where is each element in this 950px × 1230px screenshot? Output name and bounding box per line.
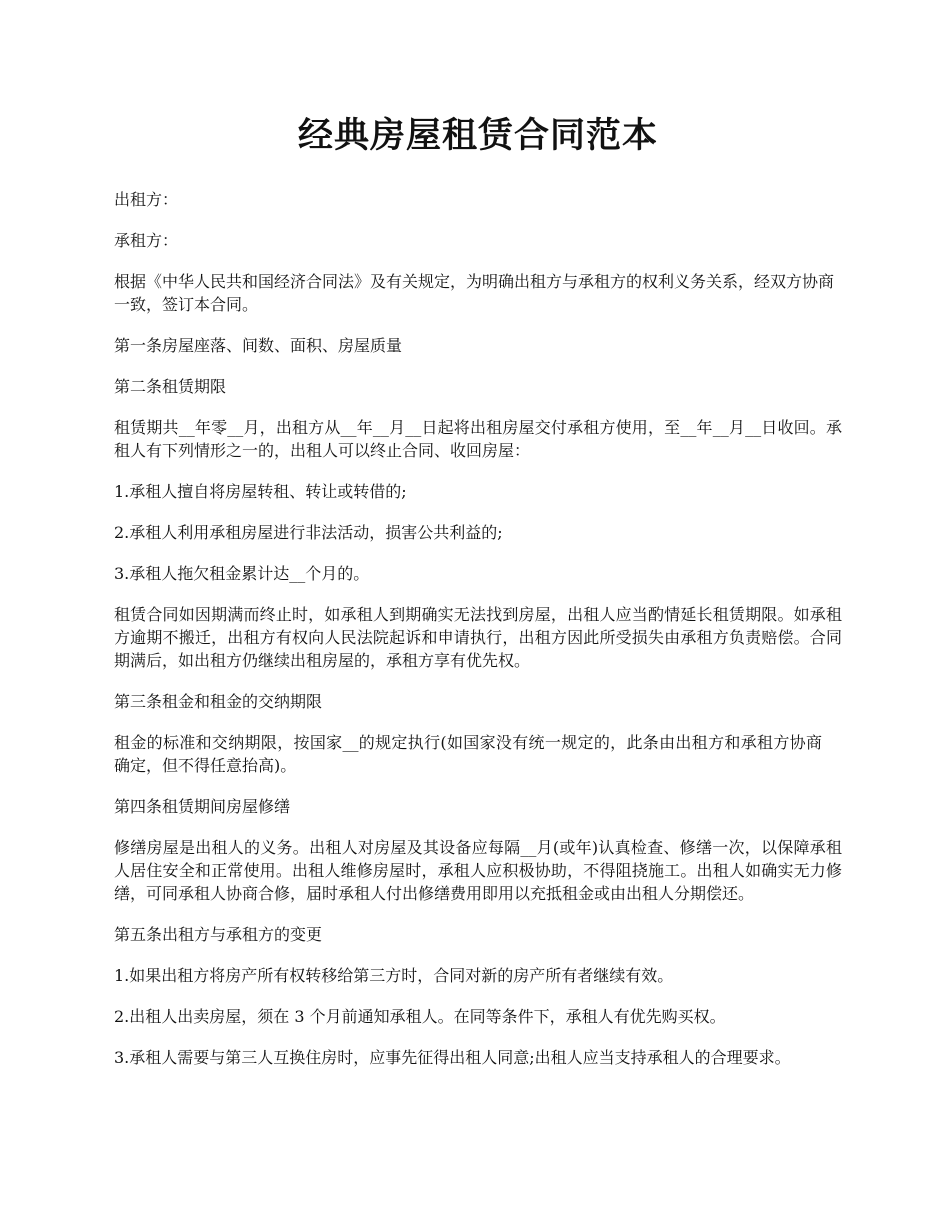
article-1-heading: 第一条房屋座落、间数、面积、房屋质量 [114,336,403,355]
repair-paragraph: 修缮房屋是出租人的义务。出租人对房屋及其设备应每隔__月(或年)认真检查、修缮一次，以保障承租人居住安全和正常使用。出租人维修房屋时，承租人应积极协助，不得阻挠施工。出租人如确实无力修缮，可同承租人协商合修，届时承租人付出修缮费用即用以充抵租金或由出租人分期偿还。 [114,838,842,903]
article-3-heading: 第三条租金和租金的交纳期限 [114,692,323,711]
document-title: 经典房屋租赁合同范本 [297,115,658,156]
lessor-line: 出租方： [114,190,179,209]
termination-item-2: 2.承租人利用承租房屋进行非法活动，损害公共利益的; [114,523,503,542]
rent-paragraph: 租金的标准和交纳期限，按国家__的规定执行(如国家没有统一规定的，此条由出租方和承租方协商确定，但不得任意抬高)。 [114,733,822,775]
article-4-heading: 第四条租赁期间房屋修缮 [114,797,291,816]
preamble-paragraph: 根据《中华人民共和国经济合同法》及有关规定，为明确出租方与承租方的权利义务关系，经双方协商一致，签订本合同。 [114,272,835,314]
termination-item-3: 3.承租人拖欠租金累计达__个月的。 [114,564,370,583]
termination-item-1: 1.承租人擅自将房屋转租、转让或转借的; [114,482,407,501]
article-2-heading: 第二条租赁期限 [114,377,227,396]
change-item-3: 3.承租人需要与第三人互换住房时，应事先征得出租人同意;出租人应当支持承租人的合理要求。 [114,1048,791,1067]
lease-term-paragraph: 租赁期共__年零__月，出租方从__年__月__日起将出租房屋交付承租方使用，至__年__月__日收回。承租人有下列情形之一的，出租人可以终止合同、收回房屋： [114,418,842,460]
lessee-line: 承租方： [114,231,179,250]
expiry-paragraph: 租赁合同如因期满而终止时，如承租人到期确实无法找到房屋，出租人应当酌情延长租赁期限。如承租方逾期不搬迁，出租方有权向人民法院起诉和申请执行，出租方因此所受损失由承租方负责赔偿。合同期满后，如出租方仍继续出租房屋的，承租方享有优先权。 [114,605,842,670]
change-item-2: 2.出租人出卖房屋，须在 3 个月前通知承租人。在同等条件下，承租人有优先购买权。 [114,1007,726,1026]
article-5-heading: 第五条出租方与承租方的变更 [114,925,323,944]
change-item-1: 1.如果出租方将房产所有权转移给第三方时，合同对新的房产所有者继续有效。 [114,966,674,985]
